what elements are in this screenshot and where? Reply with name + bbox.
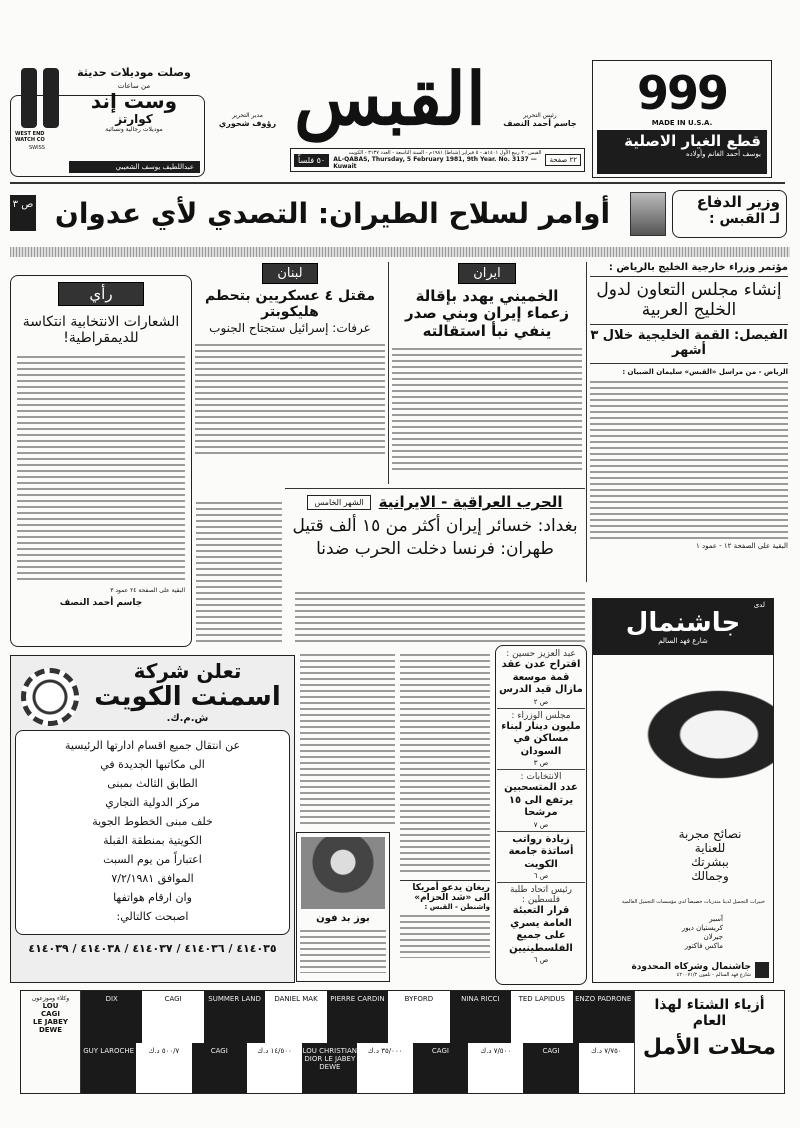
portrait-photo xyxy=(301,837,385,909)
lebanon-subheadline: عرفات: إسرائيل ستجتاح الجنوب xyxy=(209,321,371,336)
ad-999-made-in: MADE IN U.S.A. xyxy=(651,119,713,127)
lebanon-story xyxy=(195,262,385,457)
main-headline-page: ص ٣ xyxy=(10,195,36,231)
photo-caption: بوز بد فون xyxy=(316,913,370,924)
war-body xyxy=(295,590,585,645)
reagan-story: ريغان يدعو أمريكا الى «شد الحزام» واشنطن - القبس : xyxy=(400,880,490,982)
war-headline-2: طهران: فرنسا دخلت الحرب ضدنا xyxy=(316,538,554,559)
lebanon-tag: لبنان xyxy=(262,263,317,284)
index-item[interactable]: مجلس الوزراء : مليون دينار لبناء مساكن في السودان ص ٣ xyxy=(497,709,585,771)
photo-box xyxy=(296,832,390,982)
iran-headline: الخميني يهدد بإقالة زعماء إيران وبني صدر ينفي نبأ استقالته xyxy=(404,287,569,340)
ad-999-tagline: قطع الغيار الاصلية xyxy=(624,132,761,150)
managing-editor: مدير التحرير رؤوف شحوري xyxy=(218,112,277,128)
war-title: الحرب العراقية - الايرانية xyxy=(378,493,563,511)
iran-tag: ايران xyxy=(458,263,516,284)
ad-jashanmal: لدى جاشنمال شارع فهد السالم نصائح مجربة للعناية ببشرتك وجمالك خبيرات التجميل لدينا متدربات خصيصاً لدى مؤسسات التجميل العالمية آسبر كريستيان ديور جيرلان ماكس فاكتور جاشنمال وشركاه المحدودة شارع فهد السالم - تلفون ٤٢٠٠٧١/٢ xyxy=(592,598,774,983)
gulf-story: مؤتمر وزراء خارجية الخليج بالرياض : إنشاء مجلس التعاون لدول الخليج العربية الفيصل: القمة الخليجية خلال ٣ أشهر الرياض - من مراسل «القبس» سليمان الضبيان : البقية على الصفحة ١٢ - عمود ١ xyxy=(590,262,788,550)
ad-kuwait-cement: تعلن شركة اسمنت الكويت ش.م.ك. عن انتقال جميع اقسام ادارتها الرئيسية الى مكاتبها الجديدة في الطابق الثالث بمبنى مركز الدولية التجاري خلف مبنى الخطوط الجوية الكويتية بمنطقة القبلة اعتباراً من يوم السبت الموافق ٧/٢/١٩٨١ وان ارقام هواتفها اصبحت كالتالي: ٤١٤٠٣٥ / ٤١٤٠٣٦ / ٤١٤٠٣٧ / ٤١٤٠٣٨ / ٤١٤٠٣٩ xyxy=(10,655,295,983)
opinion-tag: رأي xyxy=(58,282,143,306)
cement-phones: ٤١٤٠٣٥ / ٤١٤٠٣٦ / ٤١٤٠٣٧ / ٤١٤٠٣٨ / ٤١٤٠٣٩ xyxy=(28,942,277,956)
page-count: ٢٢ صفحة xyxy=(545,154,581,166)
main-headline: أوامر لسلاح الطيران: التصدي لأي عدوان xyxy=(54,197,611,230)
war-badge: الشهر الخامس xyxy=(307,495,370,510)
newspaper-logo: القبس xyxy=(294,56,486,141)
watch-icon xyxy=(43,68,59,128)
lebanon-headline: مقتل ٤ عسكريين بتحطم هليكوبتر xyxy=(204,288,376,321)
ad-999-brand: 999 xyxy=(636,66,728,120)
war-headline-1: بغداد: خسائر إيران أكثر من ١٥ ألف قتيل xyxy=(292,516,578,536)
index-item[interactable]: الانتخابات : عدد المتسحبين يرتفع الى ١٥ مرشحا ص ٧ xyxy=(497,770,585,832)
ad-999 xyxy=(592,60,772,178)
news-index xyxy=(495,645,587,985)
model-photo xyxy=(593,657,773,812)
war-story xyxy=(285,488,585,584)
reagan-headline: ريغان يدعو أمريكا الى «شد الحزام» xyxy=(412,883,490,903)
index-item[interactable]: رئيس اتحاد طلبة فلسطين : قرار التعبئة العامة يسري على جميع الفلسطينيين ص ٦ xyxy=(509,885,573,964)
date-english: AL-QABAS, Thursday, 5 February 1981, 9th Year. No. 3137 — Kuwait xyxy=(333,156,537,170)
cement-logo-icon xyxy=(21,668,79,726)
price: ٥٠ فلساً xyxy=(294,154,329,167)
col-body-2 xyxy=(300,652,395,824)
ad-bottom-title: أزياء الشتاء لهذا العام xyxy=(654,997,765,1029)
war-body-cont xyxy=(400,652,490,874)
ad-winter-fashion: وكلاء وموزعون LOU CAGI LE JABEY DEWE DIX CAGI SUMMER LAND DANIEL MAK PIERRE CARDIN BYFORD NINA RICCI TED LAPIDUS ENZO PADRONE GUY LAROCHE ٥٠٠/٧ د.ك CAGI ١٤/٥٠٠ د.ك LOU CHRISTIAN DIOR LE JABEY DEWE ٣٥/٠٠٠ د.ك CAGI ٧/٥٠٠ د.ك CAGI ٧/٧٥٠ د.ك أزياء الشتاء لهذا العام محلات الأمل xyxy=(20,990,785,1094)
opinion-author: جاسم أحمد النصف xyxy=(59,598,143,609)
jashanmal-logo-icon xyxy=(755,962,769,978)
col-body xyxy=(196,500,282,645)
divider-bar xyxy=(10,247,790,257)
ad-999-dealer: يوسف أحمد الغانم وأولاده xyxy=(685,150,761,158)
main-headline-kicker: وزير الدفاع لـ القبس : xyxy=(672,190,787,238)
date-bar xyxy=(290,148,585,172)
ad-bottom-store: محلات الأمل xyxy=(642,1035,777,1060)
editor-in-chief: رئيس التحرير جاسم أحمد النصف xyxy=(503,112,577,128)
date-arabic: القبس ٢٠ ربيع الأول ١٤٠١هـ - ٥ فبراير (شباط) ١٩٨١م - السنة التاسعة - العدد ٣١٣٧ - الكويت xyxy=(348,150,542,156)
opinion-box: رأي الشعارات الانتخابية انتكاسة للديمقراطية! البقية على الصفحة ٢٤ عمود ٣ جاسم أحمد النصف xyxy=(10,275,192,647)
iran-story xyxy=(392,262,582,471)
minister-photo xyxy=(630,192,666,236)
ad-watch: WEST END WATCH CO SWISS وصلت موديلات حديثة من ساعات وست إند كوارتز موديلات رجالية ونسائية عبداللطيف يوسف الشعيبي xyxy=(10,95,205,177)
watch-icon xyxy=(21,68,37,128)
index-item[interactable]: عبد العزيز حسين : اقتراح عدن عقد قمة موسعة مازال قيد الدرس ص ٢ xyxy=(497,647,585,709)
opinion-headline: الشعارات الانتخابية انتكاسة للديمقراطية! xyxy=(22,314,180,347)
index-item[interactable]: زيادة رواتب أساتذة جامعة الكويت ص ٦ xyxy=(497,832,585,884)
